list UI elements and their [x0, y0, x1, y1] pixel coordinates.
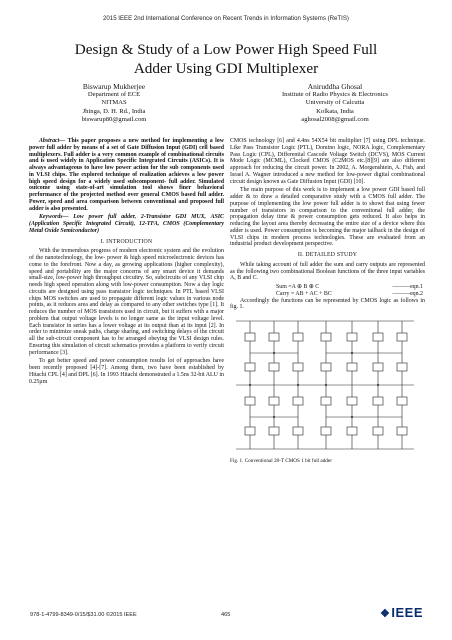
- author-addr: Kolkata, India: [316, 107, 354, 115]
- author-dept: Institute of Radio Physics & Electronics: [281, 91, 389, 99]
- abstract-label: Abstract—: [39, 138, 66, 144]
- keywords: [29, 214, 224, 234]
- author-name: Aniruddha Ghosal: [307, 82, 363, 91]
- right-column: [230, 138, 425, 465]
- left-column: [29, 138, 224, 387]
- equation-2-tag: ———eqn.2: [392, 290, 423, 297]
- author-name: Biswarup Mukherjee: [82, 82, 146, 91]
- conference-header: 2015 IEEE 2nd International Conference on Recent Trends in Information Systems (ReTIS): [103, 15, 349, 22]
- equation-2-expr: Carry = AB + AC + BC: [276, 290, 332, 297]
- author-email[interactable]: aghosal2008@gmail.com: [301, 115, 369, 123]
- title-line-1: Design & Study of a Low Power High Speed Full: [74, 41, 378, 58]
- ieee-logo: [380, 605, 423, 620]
- author-org: NITMAS: [101, 99, 127, 107]
- equation-2: [230, 291, 425, 298]
- author-addr: Jhinga, D. H. Rd., India: [82, 107, 146, 115]
- title-line-2: Adder Using GDI Multiplexer: [133, 60, 319, 77]
- abstract: [29, 138, 224, 212]
- intro-paragraph-1: With the tremendous progress of modern electronic system and the evolution of the nanotechnology, the low- power & high speed microelectronic devices has come to the forefront. Now a day, as growing applications (higher complexity), speed and portability are the major concerns of any smart device it demands small-size, low-power high throughput circuitry. So, subcircuits of any VLSI chip needs high speed operation along with low-power consumption. Now a day logic circuits are designed using pass transistor logic techniques. In PTL based VLSI chips MOS switches are used to propagate different logic values in various node points, as it reduces area and delay as compared to any other switches type [1]. It reduces the number of MOS transistors used in circuit, but it suffers with a major problem that output voltage levels is no longer same as the input voltage level. Each transistor in series has a lower voltage at its output than at its input [2]. In order to minimize sneak paths, charge sharing, and switching delays of the circuit all the sub-circuit component has to be arranged obeying the VLSI design rules. Ensuring this simulation of circuit schematics provides a platform to verify circuit performance [3].: [29, 248, 224, 356]
- equation-1: [230, 284, 425, 291]
- equation-1-tag: ———eqn.1: [392, 284, 423, 290]
- author-dept: Department of ECE: [87, 91, 141, 99]
- abstract-text: This paper proposes a new method for implementing a low power full adder by means of a set of Gate Diffusion Input (GDI) cell based multiplexers. Full adder is a very common example of combinational circuits and is used widely in Application Specific Integrated Circuits (ASICs). It is always advantageous to have low power action for the sub components used in VLSI chips. The explored technique of realization achieves a low power high speed design for a widely used subcomponent- full adder. Simulated outcome using state-of-art simulation tool shows finer behavioral performance of the projected method over general CMOS based full adder. Power, speed and area comparison between conventional and proposed full adder is also presented.: [29, 138, 224, 212]
- intro-paragraph-2: To get better speed and power consumption results lot of approaches have been recently proposed [4]-[7]. Among them, two have been established by Hitachi CPL [4] and DPL [6]. In 1993 Hitachi demonstrated a 1.5ns 32-bit ALU in 0.25µm: [29, 358, 224, 385]
- author-block-2: [250, 83, 420, 124]
- right-paragraph-1: CMOS technology [6] and 4.4ns 54X54 bit multiplier [7] using DPL technique. Like Pass Transistor Logic (PTL), Domino logic, NORA logic, Complementary Pass Logic (CPL), Differential Cascode Voltage Switch (DCVS), MOS Current Mode Logic (MCML), Clocked CMOS (C2MOS etc.[8][9] are also different approach for reducing the circuit power. In 2002, A. Morgenshtein, A. Fish, and Israel A. Wagner introduced a new method for low-power digital combinational circuit design known as Gate Diffusion Input (GDI) [10].: [230, 138, 425, 185]
- section-heading-intro: I. INTRODUCTION: [100, 238, 153, 245]
- diamond-star-icon: ❖: [380, 608, 391, 620]
- paper-title: [30, 40, 422, 78]
- section-heading-study: II. DETAILED STUDY: [297, 252, 358, 258]
- author-org: University of Calcutta: [305, 99, 365, 107]
- keywords-text: Low power full adder, 2-Transistor GDI MUX, ASIC (Application Specific Integrated Circuit), 12-TFA, CMOS (Complementary Metal Oxide Semiconductor): [29, 214, 224, 234]
- author-block-1: [29, 83, 199, 124]
- cmos-full-adder-schematic: [230, 315, 420, 455]
- right-paragraph-2: The main purpose of this work is to implement a low power GDI based full adder & to draw a detailed comparative study with a CMOS full adder. The purpose of implementing the low power full adder is to showt that using fewer number of transistors in comparison to the conventional full adder, the propagation delay time & power consumption gets reduced. It also helps in reducing the layout area thereby decreasing the entire size of a device where this adder is used. Power consumption is becoming the major tailback in the design of VLSI chips in modern process technologies. These are evaluated from an industrial product development perspective.: [230, 187, 425, 248]
- author-email[interactable]: biswarup80@gmail.com: [81, 115, 147, 123]
- keywords-label: Keywords—: [39, 214, 69, 221]
- study-paragraph-1: While taking account of full adder the sum and carry outputs are represented as the following two combinational Boolean functions of the three input variables A, B and C.: [230, 261, 425, 282]
- equation-1-expr: Sum =A ⊕ B ⊕ C: [276, 284, 320, 290]
- ieee-logo-text: IEEE: [391, 605, 423, 620]
- study-paragraph-2: Accordingly the functions can be represented by CMOS logic as follows in fig. 1.: [230, 297, 425, 311]
- figure-1-caption: Fig. 1. Conventional 28-T CMOS 1 bit full adder: [230, 458, 332, 465]
- footer-isbn: 978-1-4799-8349-0/15/$31.00 ©2015 IEEE: [30, 612, 137, 618]
- page-number: 465: [221, 612, 231, 618]
